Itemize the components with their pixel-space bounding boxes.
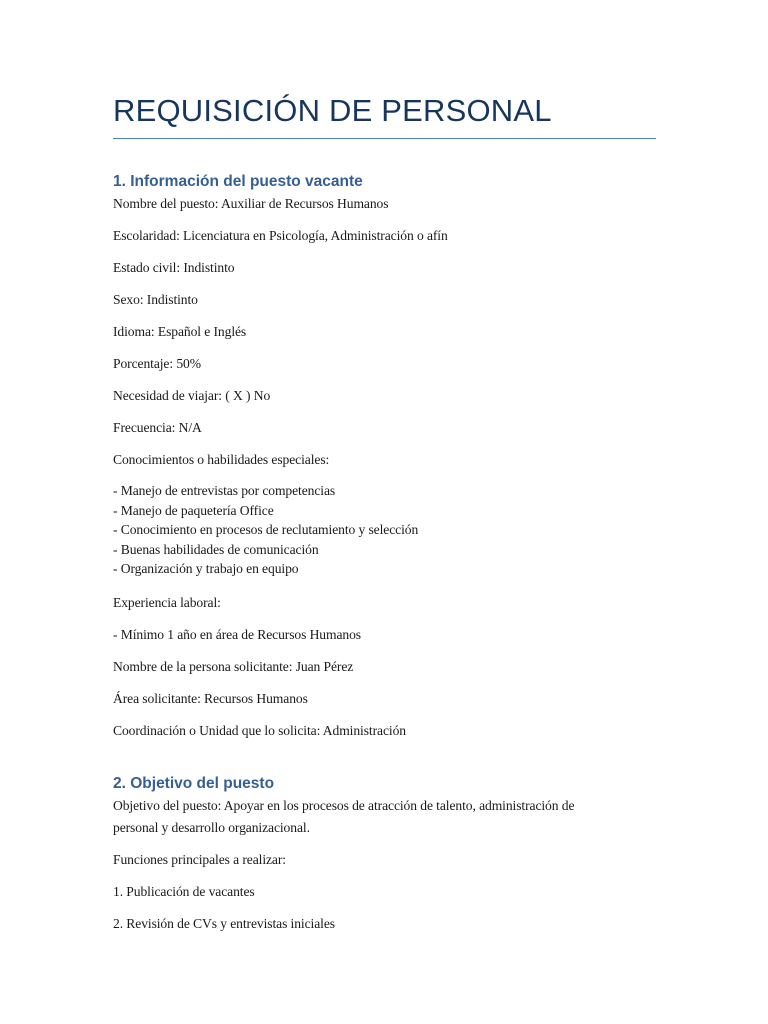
skills-label: Conocimientos o habilidades especiales: [113, 452, 330, 467]
education-field: Escolaridad: Licenciatura en Psicología, Administración o afín [113, 228, 448, 243]
experience-item: - Mínimo 1 año en área de Recursos Humanos [113, 626, 361, 642]
section-job-objective [113, 773, 656, 945]
objective-line: personal y desarrollo organizacional. [113, 820, 310, 835]
function-item: 1. Publicación de vacantes [113, 884, 255, 899]
skill-item: - Manejo de paquetería Office [113, 502, 274, 518]
skill-item: - Conocimiento en procesos de reclutamiento y selección [113, 522, 419, 537]
experience-label: Experiencia laboral: [113, 594, 221, 610]
function-item: 2. Revisión de CVs y entrevistas iniciales [113, 916, 335, 931]
frequency-field: Frecuencia: N/A [113, 420, 202, 435]
requesting-area-field: Área solicitante: Recursos Humanos [113, 690, 308, 706]
marital-status-field: Estado civil: Indistinto [113, 260, 235, 275]
skill-item: - Buenas habilidades de comunicación [113, 541, 319, 557]
skill-item: - Manejo de entrevistas por competencias [113, 483, 336, 498]
document-title: REQUISICIÓN DE PERSONAL [113, 93, 552, 128]
objective-line: Objetivo del puesto: Apoyar en los procesos de atracción de talento, administración de [113, 798, 575, 813]
title-divider [113, 138, 656, 139]
coordination-field: Coordinación o Unidad que lo solicita: Administración [113, 722, 406, 738]
objective-field [113, 795, 656, 839]
percentage-field: Porcentaje: 50% [113, 356, 201, 371]
skills-list [113, 481, 656, 579]
language-field: Idioma: Español e Inglés [113, 324, 247, 339]
section-heading-objective: 2. Objetivo del puesto [113, 775, 275, 792]
functions-label: Funciones principales a realizar: [113, 852, 286, 867]
skill-item: - Organización y trabajo en equipo [113, 561, 299, 576]
section-job-info [113, 171, 656, 752]
sex-field: Sexo: Indistinto [113, 292, 198, 307]
travel-field: Necesidad de viajar: ( X ) No [113, 388, 271, 403]
section-heading-job-info: 1. Información del puesto vacante [113, 173, 363, 190]
requester-name-field: Nombre de la persona solicitante: Juan Pérez [113, 658, 354, 674]
job-title-field: Nombre del puesto: Auxiliar de Recursos Humanos [113, 196, 389, 211]
